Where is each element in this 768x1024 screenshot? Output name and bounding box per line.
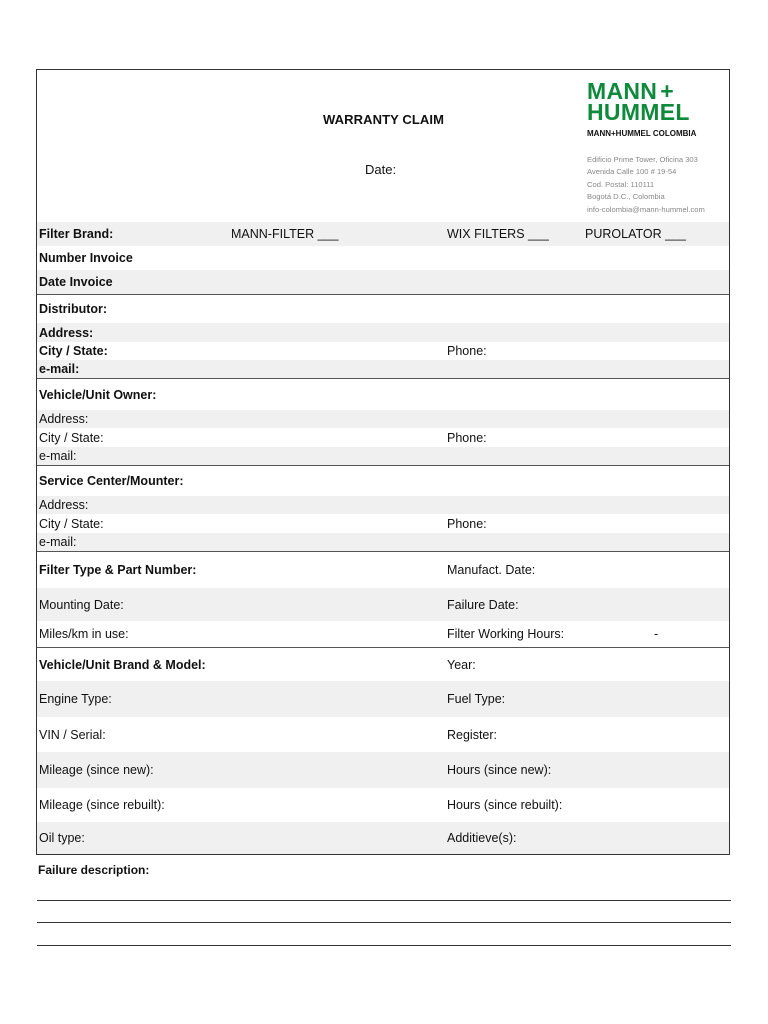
vin-label: VIN / Serial: (39, 727, 106, 742)
vehicle-brand-label: Vehicle/Unit Brand & Model: (39, 657, 206, 672)
distributor-address-label: Address: (39, 325, 94, 340)
form-title: WARRANTY CLAIM (323, 112, 445, 127)
distributor-label: Distributor: (39, 302, 108, 316)
engine-row[interactable] (37, 681, 729, 717)
filter-brand-row (37, 222, 729, 246)
service-email-row[interactable] (37, 533, 729, 552)
manufact-date-label: Manufact. Date: (447, 563, 536, 577)
owner-email-row[interactable] (37, 447, 729, 466)
service-phone-label: Phone: (447, 516, 487, 531)
distributor-phone-label: Phone: (447, 344, 487, 358)
owner-phone-label: Phone: (447, 430, 487, 445)
oil-type-label: Oil type: (39, 831, 85, 845)
owner-city-label: City / State: (39, 430, 104, 445)
vin-row[interactable] (37, 717, 729, 752)
owner-label: Vehicle/Unit Owner: (39, 387, 157, 402)
purolator-option[interactable]: PUROLATOR ___ (585, 227, 686, 241)
warranty-claim-form (36, 69, 730, 855)
mileage-new-row[interactable] (37, 752, 729, 788)
hours-rebuilt-label: Hours (since rebuilt): (447, 798, 563, 812)
mileage-rebuilt-label: Mileage (since rebuilt): (39, 798, 165, 812)
mann-filter-option[interactable]: MANN-FILTER ___ (231, 227, 339, 241)
service-center-label: Service Center/Mounter: (39, 474, 184, 488)
wix-filters-option[interactable]: WIX FILTERS ___ (447, 227, 549, 241)
service-city-row[interactable] (37, 514, 729, 533)
logo-hummel: HUMMEL (587, 99, 690, 125)
service-center-row[interactable] (37, 466, 729, 496)
owner-city-row[interactable] (37, 428, 729, 447)
owner-email-label: e-mail: (39, 449, 77, 463)
logo-mann: MANN + (587, 78, 674, 104)
oil-row[interactable] (37, 822, 729, 854)
owner-address-row[interactable] (37, 410, 729, 428)
fuel-type-label: Fuel Type: (447, 692, 506, 706)
vehicle-brand-row[interactable] (37, 648, 729, 681)
service-email-label: e-mail: (39, 535, 77, 549)
service-city-label: City / State: (39, 516, 104, 531)
mounting-date-row[interactable] (37, 588, 729, 621)
distributor-city-row[interactable] (37, 342, 729, 360)
miles-label: Miles/km in use: (39, 627, 129, 641)
owner-address-label: Address: (39, 412, 89, 426)
company-name: MANN+HUMMEL COLOMBIA (587, 129, 697, 138)
form-header (37, 70, 729, 223)
additives-label: Additieve(s): (447, 831, 517, 845)
year-label: Year: (447, 657, 476, 672)
address-line: Bogotá D.C., Colombia (587, 192, 665, 201)
address-line: info-colombia@mann-hummel.com (587, 205, 705, 214)
service-address-label: Address: (39, 498, 89, 512)
filter-type-label: Filter Type & Part Number: (39, 563, 197, 577)
mounting-date-label: Mounting Date: (39, 597, 124, 612)
distributor-email-label: e-mail: (39, 362, 80, 376)
distributor-city-label: City / State: (39, 344, 108, 358)
failure-description-line[interactable] (37, 945, 731, 946)
number-invoice-label: Number Invoice (39, 251, 133, 265)
logo-plus-icon: + (660, 78, 674, 104)
mileage-new-label: Mileage (since new): (39, 763, 154, 777)
register-label: Register: (447, 727, 498, 742)
number-invoice-row[interactable] (37, 246, 729, 270)
distributor-email-row[interactable] (37, 360, 729, 379)
failure-description-label: Failure description: (38, 863, 150, 877)
address-line: Avenida Calle 100 # 19-54 (587, 167, 677, 176)
hours-new-label: Hours (since new): (447, 763, 552, 777)
mileage-rebuilt-row[interactable] (37, 788, 729, 822)
date-invoice-row[interactable] (37, 270, 729, 295)
filter-type-row[interactable] (37, 552, 729, 588)
date-label: Date: (365, 162, 397, 177)
failure-description-line[interactable] (37, 900, 731, 901)
engine-type-label: Engine Type: (39, 692, 112, 706)
distributor-row[interactable] (37, 295, 729, 323)
failure-date-label: Failure Date: (447, 597, 519, 612)
date-invoice-label: Date Invoice (39, 275, 113, 289)
owner-row[interactable] (37, 379, 729, 410)
filter-brand-label: Filter Brand: (39, 227, 114, 241)
address-line: Cod. Postal: 110111 (587, 180, 655, 189)
failure-description-line[interactable] (37, 922, 731, 923)
miles-row[interactable] (37, 621, 729, 648)
filter-hours-value: - (654, 627, 659, 641)
address-line: Edificio Prime Tower, Oficina 303 (587, 155, 698, 164)
filter-hours-label: Filter Working Hours: (447, 627, 565, 641)
service-address-row[interactable] (37, 496, 729, 514)
distributor-address-row[interactable] (37, 323, 729, 342)
